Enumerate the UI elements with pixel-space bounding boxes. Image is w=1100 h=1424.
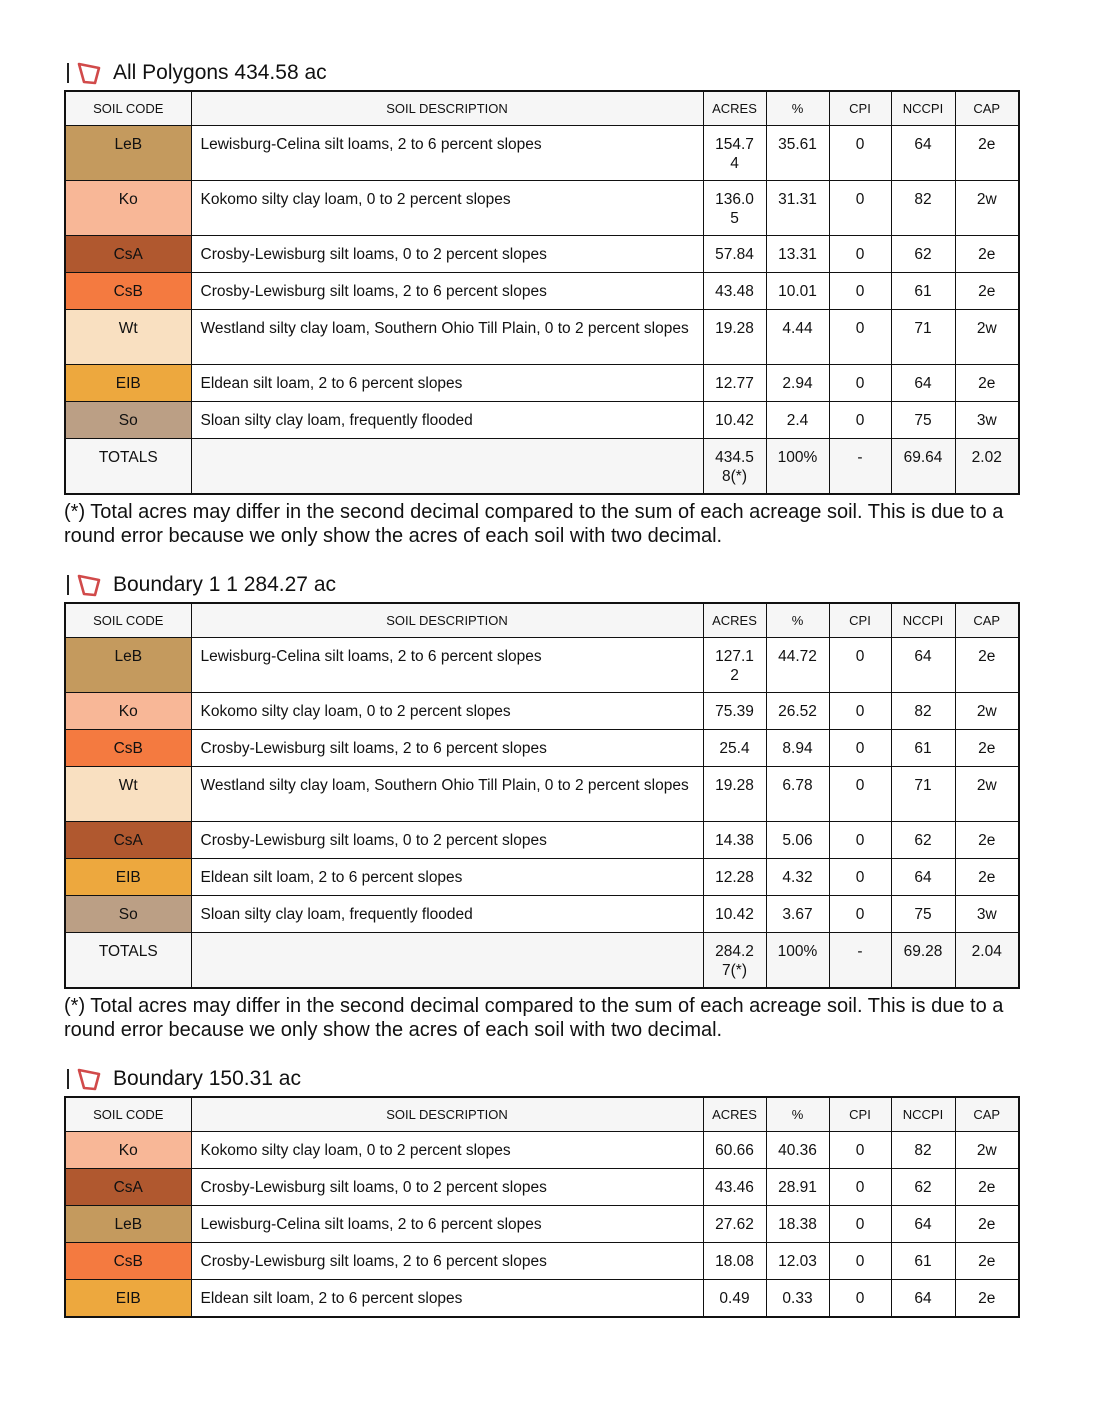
- soil-table: [64, 602, 1020, 989]
- soil-description-cell: Sloan silty clay loam, frequently flooded: [191, 402, 703, 439]
- totals-acres: 284.27(*): [703, 933, 766, 988]
- cap-cell: 2e: [955, 859, 1019, 896]
- totals-description-cell: [191, 439, 703, 494]
- column-header-acres: ACRES: [703, 91, 766, 126]
- soil-code-cell: CsB: [65, 730, 191, 767]
- table-row: [65, 896, 1019, 933]
- acres-cell: 136.05: [703, 181, 766, 236]
- soil-description-cell: Eldean silt loam, 2 to 6 percent slopes: [191, 1280, 703, 1317]
- cpi-cell: 0: [829, 730, 891, 767]
- cap-cell: 2e: [955, 1169, 1019, 1206]
- cap-cell: 2e: [955, 365, 1019, 402]
- table-row: [65, 1132, 1019, 1169]
- nccpi-cell: 61: [891, 730, 955, 767]
- totals-percent: 100%: [766, 933, 829, 988]
- column-header-nccpi: NCCPI: [891, 603, 955, 638]
- nccpi-cell: 64: [891, 126, 955, 181]
- cpi-cell: 0: [829, 1206, 891, 1243]
- column-header-soil-code: SOIL CODE: [65, 603, 191, 638]
- cpi-cell: 0: [829, 310, 891, 365]
- percent-cell: 4.44: [766, 310, 829, 365]
- table-row: [65, 310, 1019, 365]
- section-header: [64, 1062, 1018, 1096]
- acres-cell: 127.12: [703, 638, 766, 693]
- column-header-cpi: CPI: [829, 1097, 891, 1132]
- acres-cell: 25.4: [703, 730, 766, 767]
- nccpi-cell: 64: [891, 859, 955, 896]
- column-header-soil-description: SOIL DESCRIPTION: [191, 603, 703, 638]
- cpi-cell: 0: [829, 365, 891, 402]
- soil-code-cell: CsA: [65, 822, 191, 859]
- cpi-cell: 0: [829, 693, 891, 730]
- totals-label: TOTALS: [65, 439, 191, 494]
- table-header-row: [65, 91, 1019, 126]
- column-header-soil-code: SOIL CODE: [65, 1097, 191, 1132]
- soil-description-cell: Eldean silt loam, 2 to 6 percent slopes: [191, 365, 703, 402]
- soil-code-cell: Wt: [65, 767, 191, 822]
- acres-cell: 10.42: [703, 402, 766, 439]
- column-header-cap: CAP: [955, 603, 1019, 638]
- soil-description-cell: Crosby-Lewisburg silt loams, 0 to 2 percent slopes: [191, 1169, 703, 1206]
- percent-cell: 4.32: [766, 859, 829, 896]
- column-header-cap: CAP: [955, 91, 1019, 126]
- footnote: (*) Total acres may differ in the second decimal compared to the sum of each acreage soil. This is due to a round error because we only show the acres of each soil with two decimal.: [64, 500, 1004, 547]
- polygon-boundary-icon: [75, 60, 103, 86]
- soil-code-cell: Ko: [65, 1132, 191, 1169]
- soil-code-cell: LeB: [65, 126, 191, 181]
- cap-cell: 2e: [955, 236, 1019, 273]
- footnote: (*) Total acres may differ in the second decimal compared to the sum of each acreage soil. This is due to a round error because we only show the acres of each soil with two decimal.: [64, 994, 1004, 1041]
- nccpi-cell: 75: [891, 896, 955, 933]
- totals-acres: 434.58(*): [703, 439, 766, 494]
- cpi-cell: 0: [829, 126, 891, 181]
- acres-cell: 12.28: [703, 859, 766, 896]
- totals-cap: 2.02: [955, 439, 1019, 494]
- table-row: [65, 638, 1019, 693]
- soil-code-cell: Ko: [65, 181, 191, 236]
- column-header-percent: %: [766, 603, 829, 638]
- cap-cell: 2w: [955, 1132, 1019, 1169]
- cap-cell: 2w: [955, 181, 1019, 236]
- cap-cell: 2e: [955, 126, 1019, 181]
- table-header-row: [65, 1097, 1019, 1132]
- cpi-cell: 0: [829, 181, 891, 236]
- nccpi-cell: 82: [891, 181, 955, 236]
- percent-cell: 26.52: [766, 693, 829, 730]
- acres-cell: 75.39: [703, 693, 766, 730]
- cpi-cell: 0: [829, 638, 891, 693]
- totals-cpi: -: [829, 439, 891, 494]
- divider: [67, 63, 69, 83]
- section-all-polygons: [64, 56, 1018, 548]
- cap-cell: 2e: [955, 822, 1019, 859]
- cpi-cell: 0: [829, 1280, 891, 1317]
- cpi-cell: 0: [829, 822, 891, 859]
- soil-table: [64, 90, 1020, 495]
- soil-description-cell: Westland silty clay loam, Southern Ohio Till Plain, 0 to 2 percent slopes: [191, 310, 703, 365]
- acres-cell: 10.42: [703, 896, 766, 933]
- percent-cell: 28.91: [766, 1169, 829, 1206]
- soil-table: [64, 1096, 1020, 1318]
- soil-description-cell: Crosby-Lewisburg silt loams, 0 to 2 percent slopes: [191, 822, 703, 859]
- table-row: [65, 126, 1019, 181]
- table-row: [65, 1169, 1019, 1206]
- percent-cell: 3.67: [766, 896, 829, 933]
- acres-cell: 27.62: [703, 1206, 766, 1243]
- nccpi-cell: 71: [891, 310, 955, 365]
- acres-cell: 43.46: [703, 1169, 766, 1206]
- soil-description-cell: Sloan silty clay loam, frequently flooded: [191, 896, 703, 933]
- soil-code-cell: EIB: [65, 365, 191, 402]
- table-row: [65, 402, 1019, 439]
- column-header-cpi: CPI: [829, 603, 891, 638]
- nccpi-cell: 62: [891, 1169, 955, 1206]
- totals-cpi: -: [829, 933, 891, 988]
- soil-description-cell: Crosby-Lewisburg silt loams, 2 to 6 percent slopes: [191, 273, 703, 310]
- nccpi-cell: 61: [891, 273, 955, 310]
- section-boundary-2: [64, 1062, 1018, 1318]
- nccpi-cell: 64: [891, 1280, 955, 1317]
- totals-nccpi: 69.28: [891, 933, 955, 988]
- soil-code-cell: EIB: [65, 1280, 191, 1317]
- cap-cell: 2w: [955, 310, 1019, 365]
- polygon-boundary-icon: [75, 572, 103, 598]
- soil-code-cell: CsA: [65, 1169, 191, 1206]
- nccpi-cell: 75: [891, 402, 955, 439]
- table-row: [65, 273, 1019, 310]
- soil-description-cell: Kokomo silty clay loam, 0 to 2 percent slopes: [191, 1132, 703, 1169]
- divider: [67, 1069, 69, 1089]
- column-header-percent: %: [766, 1097, 829, 1132]
- percent-cell: 8.94: [766, 730, 829, 767]
- cap-cell: 2e: [955, 1243, 1019, 1280]
- soil-code-cell: Wt: [65, 310, 191, 365]
- percent-cell: 35.61: [766, 126, 829, 181]
- soil-code-cell: So: [65, 896, 191, 933]
- table-row: [65, 859, 1019, 896]
- table-row: [65, 181, 1019, 236]
- percent-cell: 31.31: [766, 181, 829, 236]
- divider: [67, 575, 69, 595]
- section-header: [64, 568, 1018, 602]
- cap-cell: 2e: [955, 1280, 1019, 1317]
- table-row: [65, 822, 1019, 859]
- nccpi-cell: 82: [891, 693, 955, 730]
- acres-cell: 57.84: [703, 236, 766, 273]
- acres-cell: 19.28: [703, 767, 766, 822]
- percent-cell: 18.38: [766, 1206, 829, 1243]
- table-header-row: [65, 603, 1019, 638]
- soil-code-cell: LeB: [65, 638, 191, 693]
- acres-cell: 19.28: [703, 310, 766, 365]
- table-row: [65, 693, 1019, 730]
- column-header-acres: ACRES: [703, 1097, 766, 1132]
- soil-description-cell: Lewisburg-Celina silt loams, 2 to 6 percent slopes: [191, 126, 703, 181]
- acres-cell: 14.38: [703, 822, 766, 859]
- soil-description-cell: Crosby-Lewisburg silt loams, 2 to 6 percent slopes: [191, 1243, 703, 1280]
- nccpi-cell: 62: [891, 236, 955, 273]
- soil-description-cell: Eldean silt loam, 2 to 6 percent slopes: [191, 859, 703, 896]
- nccpi-cell: 71: [891, 767, 955, 822]
- cpi-cell: 0: [829, 767, 891, 822]
- totals-percent: 100%: [766, 439, 829, 494]
- cpi-cell: 0: [829, 1243, 891, 1280]
- percent-cell: 10.01: [766, 273, 829, 310]
- section-header: [64, 56, 1018, 90]
- soil-code-cell: LeB: [65, 1206, 191, 1243]
- cap-cell: 2e: [955, 730, 1019, 767]
- cap-cell: 2e: [955, 273, 1019, 310]
- cap-cell: 2e: [955, 638, 1019, 693]
- percent-cell: 2.4: [766, 402, 829, 439]
- acres-cell: 154.74: [703, 126, 766, 181]
- totals-description-cell: [191, 933, 703, 988]
- nccpi-cell: 61: [891, 1243, 955, 1280]
- percent-cell: 5.06: [766, 822, 829, 859]
- soil-description-cell: Westland silty clay loam, Southern Ohio Till Plain, 0 to 2 percent slopes: [191, 767, 703, 822]
- cpi-cell: 0: [829, 859, 891, 896]
- section-title: Boundary 1 1 284.27 ac: [113, 573, 337, 596]
- percent-cell: 0.33: [766, 1280, 829, 1317]
- polygon-boundary-icon: [75, 1066, 103, 1092]
- column-header-acres: ACRES: [703, 603, 766, 638]
- column-header-soil-code: SOIL CODE: [65, 91, 191, 126]
- percent-cell: 40.36: [766, 1132, 829, 1169]
- nccpi-cell: 64: [891, 365, 955, 402]
- soil-description-cell: Lewisburg-Celina silt loams, 2 to 6 percent slopes: [191, 1206, 703, 1243]
- nccpi-cell: 64: [891, 638, 955, 693]
- cpi-cell: 0: [829, 273, 891, 310]
- cap-cell: 2w: [955, 767, 1019, 822]
- nccpi-cell: 64: [891, 1206, 955, 1243]
- column-header-cpi: CPI: [829, 91, 891, 126]
- percent-cell: 6.78: [766, 767, 829, 822]
- cpi-cell: 0: [829, 1132, 891, 1169]
- table-row: [65, 1280, 1019, 1317]
- cpi-cell: 0: [829, 1169, 891, 1206]
- table-row: [65, 365, 1019, 402]
- cap-cell: 3w: [955, 402, 1019, 439]
- totals-nccpi: 69.64: [891, 439, 955, 494]
- column-header-soil-description: SOIL DESCRIPTION: [191, 91, 703, 126]
- column-header-nccpi: NCCPI: [891, 1097, 955, 1132]
- soil-description-cell: Kokomo silty clay loam, 0 to 2 percent slopes: [191, 693, 703, 730]
- table-row: [65, 767, 1019, 822]
- table-row: [65, 730, 1019, 767]
- acres-cell: 18.08: [703, 1243, 766, 1280]
- cap-cell: 2e: [955, 1206, 1019, 1243]
- soil-description-cell: Crosby-Lewisburg silt loams, 0 to 2 percent slopes: [191, 236, 703, 273]
- table-row: [65, 1206, 1019, 1243]
- section-title: Boundary 150.31 ac: [113, 1067, 301, 1090]
- cap-cell: 2w: [955, 693, 1019, 730]
- totals-label: TOTALS: [65, 933, 191, 988]
- totals-row: [65, 439, 1019, 494]
- cap-cell: 3w: [955, 896, 1019, 933]
- soil-description-cell: Kokomo silty clay loam, 0 to 2 percent slopes: [191, 181, 703, 236]
- soil-code-cell: EIB: [65, 859, 191, 896]
- soil-code-cell: CsA: [65, 236, 191, 273]
- totals-cap: 2.04: [955, 933, 1019, 988]
- soil-description-cell: Crosby-Lewisburg silt loams, 2 to 6 percent slopes: [191, 730, 703, 767]
- soil-code-cell: So: [65, 402, 191, 439]
- cpi-cell: 0: [829, 236, 891, 273]
- totals-row: [65, 933, 1019, 988]
- soil-code-cell: Ko: [65, 693, 191, 730]
- percent-cell: 44.72: [766, 638, 829, 693]
- percent-cell: 2.94: [766, 365, 829, 402]
- cpi-cell: 0: [829, 402, 891, 439]
- section-title: All Polygons 434.58 ac: [113, 61, 327, 84]
- acres-cell: 60.66: [703, 1132, 766, 1169]
- acres-cell: 43.48: [703, 273, 766, 310]
- table-row: [65, 1243, 1019, 1280]
- acres-cell: 0.49: [703, 1280, 766, 1317]
- percent-cell: 13.31: [766, 236, 829, 273]
- column-header-percent: %: [766, 91, 829, 126]
- soil-code-cell: CsB: [65, 1243, 191, 1280]
- percent-cell: 12.03: [766, 1243, 829, 1280]
- table-row: [65, 236, 1019, 273]
- acres-cell: 12.77: [703, 365, 766, 402]
- cpi-cell: 0: [829, 896, 891, 933]
- column-header-soil-description: SOIL DESCRIPTION: [191, 1097, 703, 1132]
- section-boundary-1: [64, 568, 1018, 1042]
- soil-code-cell: CsB: [65, 273, 191, 310]
- column-header-cap: CAP: [955, 1097, 1019, 1132]
- nccpi-cell: 62: [891, 822, 955, 859]
- soil-description-cell: Lewisburg-Celina silt loams, 2 to 6 percent slopes: [191, 638, 703, 693]
- nccpi-cell: 82: [891, 1132, 955, 1169]
- column-header-nccpi: NCCPI: [891, 91, 955, 126]
